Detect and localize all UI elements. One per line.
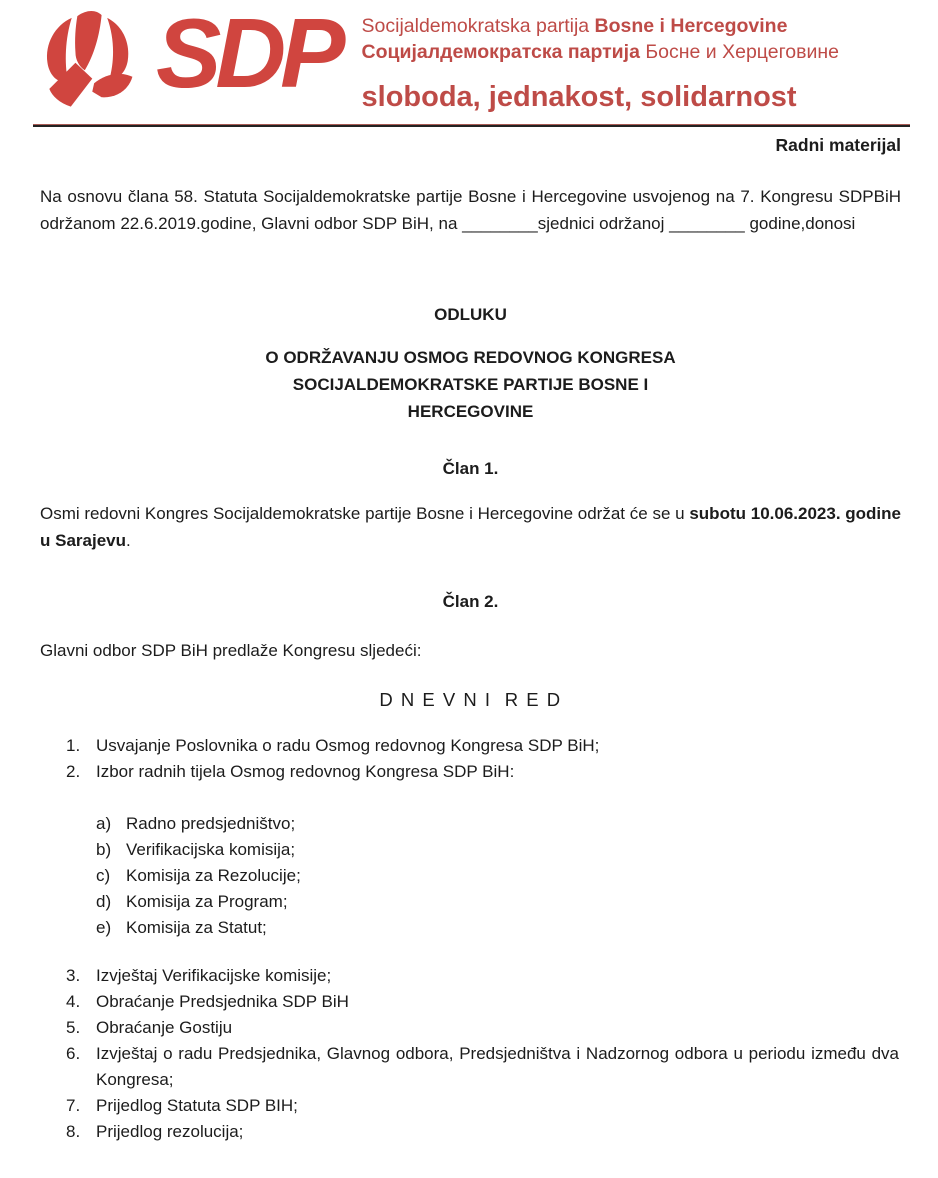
sdp-wordmark: SDP (156, 0, 340, 108)
decision-subtitle-line: SOCIJALDEMOKRATSKE PARTIJE BOSNE I (292, 375, 649, 394)
article-2-heading: Član 2. (442, 592, 499, 611)
org-name-cyrillic-bold: Социјалдемократска партија (361, 40, 640, 63)
article-2-intro: Glavni odbor SDP BiH predlaže Kongresu sljedeći: (40, 641, 422, 660)
item-text: Prijedlog rezolucija; (96, 1122, 244, 1141)
org-name-latin (362, 14, 839, 40)
sdp-rose-icon (40, 6, 152, 112)
item-marker: b) (96, 840, 112, 859)
item-text: Komisija za Program; (126, 892, 288, 911)
item-marker: 5. (66, 1018, 81, 1037)
item-marker: 2. (66, 762, 81, 781)
org-name-cyrillic (362, 40, 839, 66)
decision-title: ODLUKU (434, 305, 507, 324)
agenda-item-1 (40, 733, 901, 759)
intro-paragraph: Na osnovu člana 58. Statuta Socijaldemokratske partije Bosne i Hercegovine usvojenog na 7. Kongresu SDPBiH održanom 22.6.2019.godine, Glavni odbor SDP BiH, na ________sjednici održanoj ________ godine,donosi (40, 187, 901, 233)
document-content (0, 132, 938, 1145)
article-1-paragraph (40, 500, 901, 554)
letterhead (0, 0, 938, 114)
agenda-item-2 (40, 759, 901, 785)
item-marker: c) (96, 866, 111, 885)
org-name-latin-bold: Bosne i Hercegovine (594, 15, 788, 37)
decision-subtitle-line: HERCEGOVINE (407, 402, 534, 421)
item-marker: 1. (66, 736, 81, 755)
item-text: Izvještaj Verifikacijske komisije; (96, 966, 332, 985)
agenda-subitem-a (40, 811, 901, 837)
item-marker: 6. (66, 1044, 81, 1063)
item-marker: 8. (66, 1122, 81, 1141)
item-marker: 3. (66, 966, 81, 985)
agenda-item-8 (40, 1119, 901, 1145)
item-text: Usvajanje Poslovnika o radu Osmog redovnog Kongresa SDP BiH; (96, 736, 600, 755)
item-text: Obraćanje Gostiju (96, 1018, 233, 1037)
item-text: Komisija za Statut; (126, 918, 267, 937)
item-marker: a) (96, 814, 112, 833)
agenda-item-4 (40, 989, 901, 1015)
agenda-item-3 (40, 963, 901, 989)
item-marker: 7. (66, 1096, 81, 1115)
article-1-heading: Član 1. (442, 459, 499, 478)
item-marker: e) (96, 918, 112, 937)
agenda-title: D N E V N I R E D (379, 689, 562, 710)
item-text: Prijedlog Statuta SDP BIH; (96, 1096, 298, 1115)
item-marker: d) (96, 892, 112, 911)
working-material-label: Radni materijal (775, 135, 901, 155)
agenda-subitem-e (40, 915, 901, 941)
decision-subtitle-line: O ODRŽAVANJU OSMOG REDOVNOG KONGRESA (265, 348, 676, 367)
org-name-cyrillic-regular: Босне и Херцеговине (639, 40, 839, 63)
item-text: Obraćanje Predsjednika SDP BiH (96, 992, 349, 1011)
article-1-text-end: . (126, 531, 131, 550)
decision-subtitle (40, 344, 901, 425)
agenda-subitem-c (40, 863, 901, 889)
party-slogan: sloboda, jednakost, solidarnost (361, 81, 797, 113)
article-1-text: Osmi redovni Kongres Socijaldemokratske partije Bosne i Hercegovine održat će se u (40, 504, 690, 523)
item-text: Izbor radnih tijela Osmog redovnog Kongresa SDP BiH: (96, 762, 515, 781)
item-text: Komisija za Rezolucije; (126, 866, 301, 885)
item-marker: 4. (66, 992, 81, 1011)
item-text: Izvještaj o radu Predsjednika, Glavnog odbora, Predsjedništva i Nadzornog odbora u periodu između dva Kongresa; (96, 1044, 899, 1089)
org-name-latin-regular: Socijaldemokratska partija (361, 15, 595, 37)
item-text: Verifikacijska komisija; (126, 840, 296, 859)
item-text: Radno predsjedništvo; (126, 814, 296, 833)
org-name-block (362, 6, 839, 114)
agenda-item-5 (40, 1015, 901, 1041)
agenda-subitem-b (40, 837, 901, 863)
letterhead-divider (33, 124, 910, 127)
article-1-date-bold: subotu 10.06.2023. godine u Sarajevu (40, 504, 901, 550)
agenda-list (40, 733, 901, 1145)
agenda-subitem-d (40, 889, 901, 915)
agenda-item-7 (40, 1093, 901, 1119)
agenda-item-6 (40, 1041, 901, 1093)
